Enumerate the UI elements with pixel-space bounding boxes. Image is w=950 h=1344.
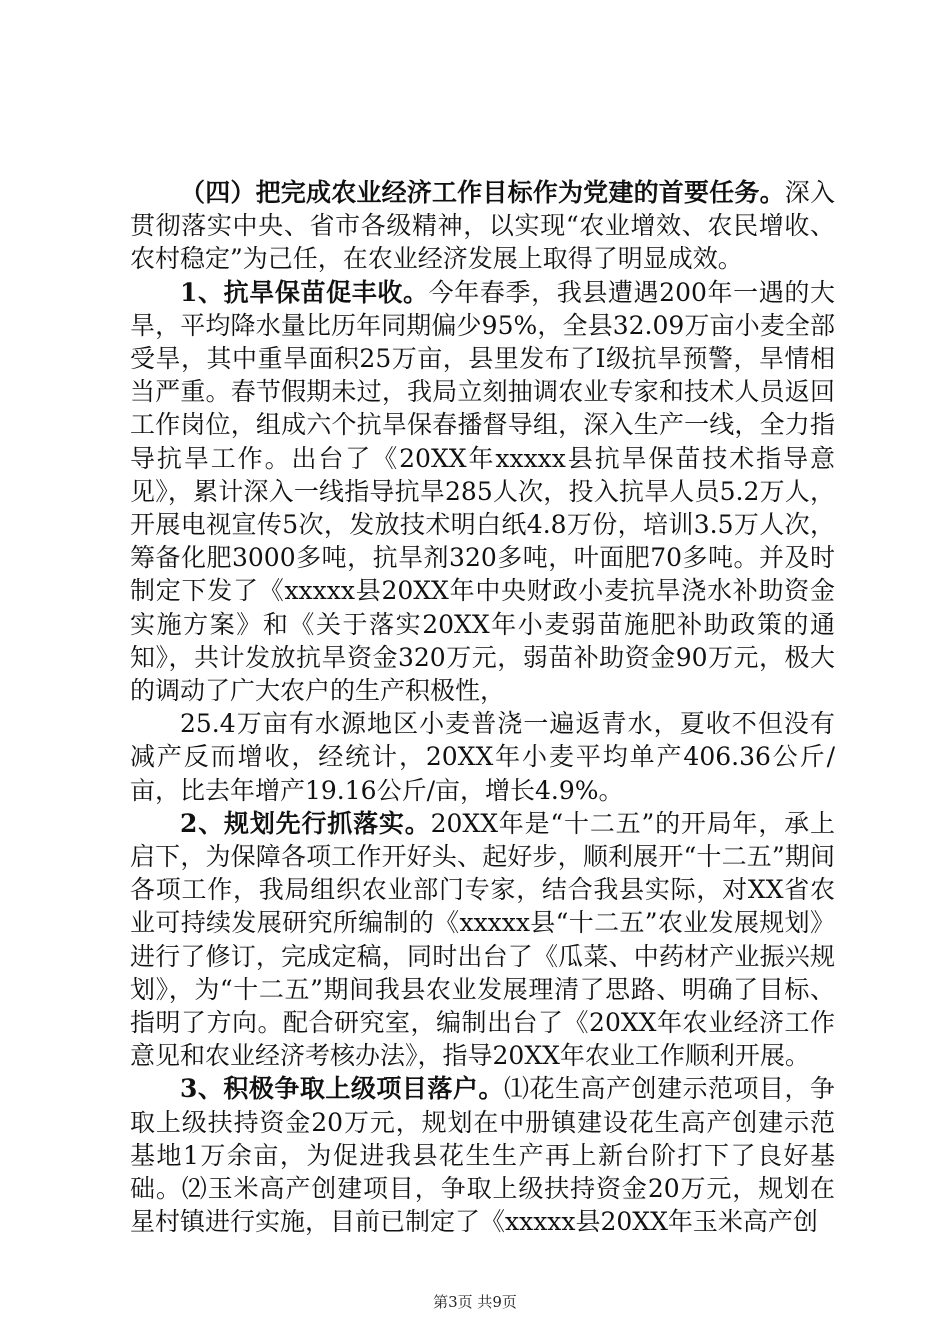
paragraph-text: 深入贯彻落实中央、省市各级精神，以实现“农业增效、农民增收、农村稳定”为己任，在农业经济发展上取得了明显成效。 [130, 178, 835, 274]
paragraph-text: 25.4万亩有水源地区小麦普浇一遍返青水，夏收不但没有减产反而增收，经统计，20XX年小麦平均单产406.36公斤/亩，比去年增产19.16公斤/亩，增长4.9%。 [130, 709, 835, 805]
paragraph-text: 今年春季，我县遭遇200年一遇的大旱，平均降水量比历年同期偏少95%，全县32.09万亩小麦全部受旱，其中重旱面积25万亩，县里发布了Ⅰ级抗旱预警，旱情相当严重。春节假期未过，我局立刻抽调农业专家和技术人员返回工作岗位，组成六个抗旱保春播督导组，深入生产一线，全力指导抗旱工作。出台了《20XX年xxxxx县抗旱保苗技术指导意见》，累计深入一线指导抗旱285人次，投入抗旱人员5.2万人，开展电视宣传5次，发放技术明白纸4.8万份，培训3.5万人次，筹备化肥3000多吨，抗旱剂320多吨，叶面肥70多吨。并及时制定下发了《xxxxx县20XX年中央财政小麦抗旱浇水补助资金实施方案》和《关于落实20XX年小麦弱苗施肥补助政策的通知》，共计发放抗旱资金320万元，弱苗补助资金90万元，极大的调动了广大农户的生产积极性， [130, 277, 835, 706]
paragraph-text: 20XX年是“十二五”的开局年，承上启下，为保障各项工作开好头、起好步，顺利展开“十二五”期间各项工作，我局组织农业部门专家，结合我县实际，对XX省农业可持续发展研究所编制的《xxxxx县“十二五”农业发展规划》进行了修订，完成定稿，同时出台了《瓜菜、中药材产业振兴规划》，为“十二五”期间我县农业发展理清了思路、明确了目标、指明了方向。配合研究室，编制出台了《20XX年农业经济工作意见和农业经济考核办法》，指导20XX年农业工作顺利开展。 [130, 808, 835, 1071]
paragraph-projects [130, 1072, 835, 1238]
document-body [130, 176, 835, 1239]
paragraph-planning [130, 807, 835, 1073]
page-number-footer: 第3页 共9页 [433, 1293, 517, 1311]
paragraph-text: ⑴花生高产创建示范项目，争取上级扶持资金20万元，规划在中册镇建设花生高产创建示范基地1万余亩，为促进我县花生生产再上新台阶打下了良好基础。⑵玉米高产创建项目，争取上级扶持资金20万元，规划在星村镇进行实施，目前已制定了《xxxxx县20XX年玉米高产创 [130, 1074, 835, 1237]
paragraph-party-building-task [130, 176, 835, 276]
paragraph-heading: 3、积极争取上级项目落户。 [180, 1074, 504, 1104]
paragraph-drought-relief [130, 276, 835, 708]
paragraph-heading: （四）把完成农业经济工作目标作为党建的首要任务。 [180, 178, 785, 207]
paragraph-heading: 1、抗旱保苗促丰收。 [180, 277, 429, 307]
paragraph-heading: 2、规划先行抓落实。 [180, 808, 431, 838]
paragraph-harvest-result [130, 707, 835, 807]
